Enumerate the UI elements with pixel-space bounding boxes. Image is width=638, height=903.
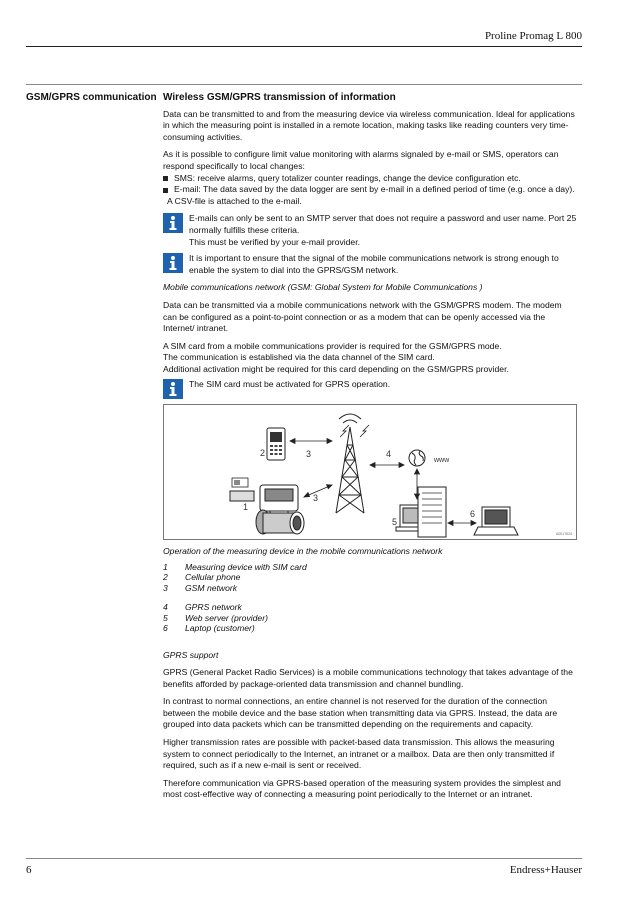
figure-label: 2 — [260, 448, 266, 459]
legend-item: 6 Laptop (customer) — [163, 623, 255, 634]
sim-card-icon — [232, 478, 248, 487]
note-text: The SIM card must be activated for GPRS operation. — [189, 379, 391, 390]
bullet-continuation: A CSV-file is attached to the e-mail. — [167, 195, 302, 206]
figure-label: 4 — [386, 449, 392, 460]
paragraph: Data can be transmitted via a mobile communications network with the GSM/GPRS modem. The modem can be configured as a point-to-point connection or as a modem that can be openly accessed via the Internet/ intranet. — [163, 299, 562, 334]
paragraph: Therefore communication via GPRS-based operation of the measuring system provides the simplest and most cost-effective way of connecting a measuring point periodically to the Internet or an intranet. — [163, 777, 561, 800]
figure-label: 6 — [470, 509, 476, 520]
footer-brand: Endress+Hauser — [509, 864, 582, 876]
paragraph: In contrast to normal connections, an entire channel is not reserved for the duration of the connection between the mobile device and the base station when transmitting data via GPRS. Instead, the data are grouped into data packets which can be transmitted depending on the requirements and capacity. — [163, 696, 558, 730]
legend-item: 2 Cellular phone — [163, 572, 241, 583]
paragraph: Data can be transmitted to and from the measuring device via wireless communication. Ideal for applications in which the measuring point is installed in a remote location, making tasks like reading counters very time-consuming activities. — [163, 108, 575, 142]
bullet-square-icon — [163, 176, 168, 181]
section-label: GSM/GPRS communication — [26, 92, 157, 103]
bullet-square-icon — [163, 188, 168, 193]
figure-label: 3 — [306, 449, 312, 460]
info-note — [163, 379, 577, 399]
measuring-device-icon — [230, 485, 304, 534]
figure-label: 5 — [392, 517, 398, 528]
info-icon — [163, 213, 183, 233]
subheading: GPRS support — [163, 649, 219, 660]
laptop-icon — [474, 507, 518, 535]
globe-icon — [409, 450, 425, 466]
figure-label: 1 — [243, 502, 249, 513]
paragraph-line: Additional activation might be required for this card depending on the GSM/GPRS provider. — [163, 363, 509, 374]
bullet-item: SMS: receive alarms, query totalizer counter readings, change the device configuration etc. — [163, 173, 577, 185]
main-content — [163, 92, 577, 807]
bullet-item: E-mail: The data saved by the data logger are sent by e-mail in a defined period of time (e.g. once a day). — [163, 184, 577, 196]
paragraph-line: A SIM card from a mobile communications provider is required for the GSM/GPRS mode. — [163, 340, 502, 351]
info-icon — [163, 379, 183, 399]
cellular-phone-icon — [267, 428, 285, 460]
info-icon — [163, 253, 183, 273]
figure-caption: Operation of the measuring device in the mobile communications network — [163, 546, 443, 557]
subheading: Mobile communications network (GSM: Global System for Mobile Communications ) — [163, 282, 483, 293]
figure-id: A0017624 — [556, 532, 572, 537]
info-note — [163, 253, 577, 276]
note-text: E-mails can only be sent to an SMTP server that does not require a password and user name. Port 25 normally fulfills these criteria. — [189, 213, 577, 235]
page-number: 6 — [26, 864, 32, 876]
footer-rule — [26, 858, 582, 859]
info-note — [163, 213, 577, 248]
gsm-antenna-mast-icon — [336, 414, 364, 513]
web-server-icon — [396, 487, 446, 537]
paragraph-line: The communication is established via the data channel of the SIM card. — [163, 352, 435, 363]
paragraph: As it is possible to configure limit value monitoring with alarms signaled by e-mail or SMS, operators can respond specifically to local changes: — [163, 149, 559, 171]
note-text: This must be verified by your e-mail provider. — [189, 236, 360, 247]
legend-item: 3 GSM network — [163, 582, 238, 593]
paragraph: GPRS (General Packet Radio Services) is a mobile communications technology that takes advantage of the benefits afforded by package-oriented data transmission and channel bundling. — [163, 667, 573, 689]
figure-label: 3 — [313, 493, 319, 504]
section-title: Wireless GSM/GPRS transmission of information — [163, 92, 396, 103]
connection-arrows — [290, 425, 476, 526]
note-text: It is important to ensure that the signal of the mobile communications network is strong enough to enable the system to dial into the GPRS/GSM network. — [189, 253, 559, 275]
legend-item: 5 Web server (provider) — [163, 612, 268, 623]
header-rule — [26, 46, 582, 47]
legend-item: 1 Measuring device with SIM card — [163, 562, 307, 573]
network-diagram — [163, 404, 577, 540]
running-header: Proline Promag L 800 — [484, 30, 582, 42]
www-label: www — [434, 457, 450, 465]
paragraph: Higher transmission rates are possible with packet-based data transmission. This allows the measuring system to connect periodically to the Internet, an intranet or a mailbox. Data are then only transmitted if required, such as if a new e-mail is sent or received. — [163, 737, 555, 771]
section-rule — [26, 84, 582, 85]
legend-item: 4 GPRS network — [163, 602, 242, 613]
